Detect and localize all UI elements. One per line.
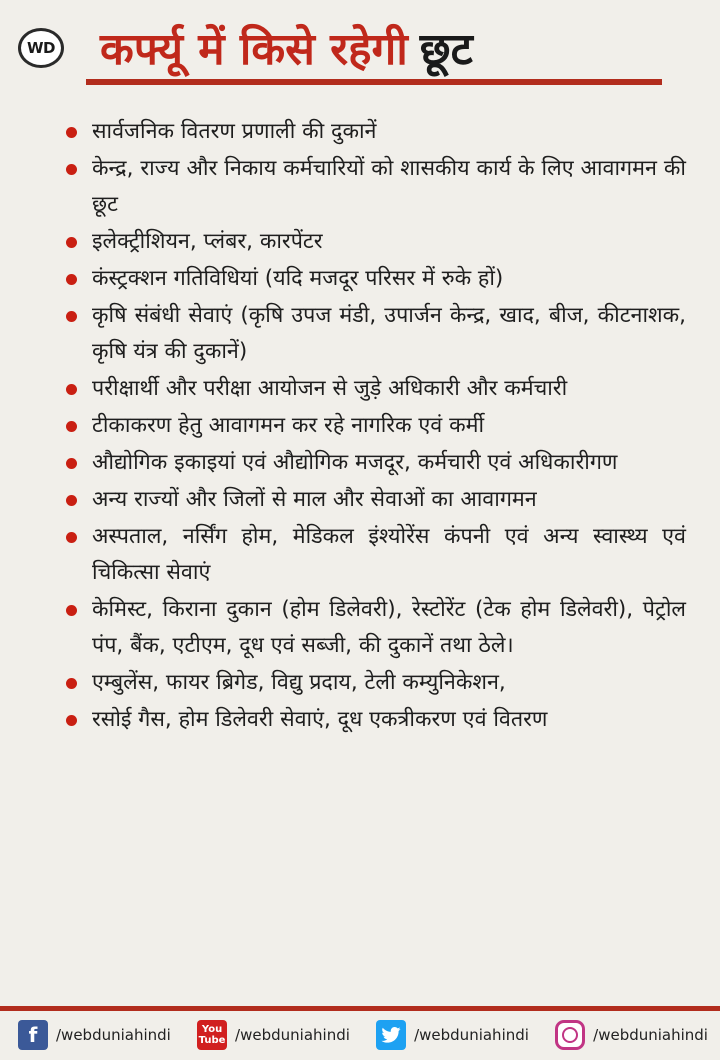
- twitter-bird-icon: [381, 1027, 401, 1043]
- bullet-icon: [66, 458, 77, 469]
- instagram-handle: /webduniahindi: [593, 1026, 708, 1044]
- bullet-icon: [66, 605, 77, 616]
- list-item: [66, 592, 686, 664]
- youtube-icon: [197, 1020, 227, 1050]
- list-item-text: एम्बुलेंस, फायर ब्रिगेड, विद्यु प्रदाय, टेली कम्युनिकेशन,: [92, 670, 506, 695]
- bullet-icon: [66, 715, 77, 726]
- list-item: [66, 151, 686, 223]
- list-item-text: रसोई गैस, होम डिलेवरी सेवाएं, दूध एकत्रीकरण एवं वितरण: [92, 707, 548, 732]
- youtube-glyph-bottom: Tube: [198, 1035, 226, 1046]
- list-item: [66, 519, 686, 591]
- bullet-icon: [66, 421, 77, 432]
- list-item: [66, 224, 686, 260]
- instagram-lens: [562, 1027, 578, 1043]
- bullet-icon: [66, 164, 77, 175]
- bullet-icon: [66, 274, 77, 285]
- footer-divider: [0, 1006, 720, 1011]
- list-item-text: केन्द्र, राज्य और निकाय कर्मचारियों को शासकीय कार्य के लिए आवागमन की छूट: [92, 156, 686, 217]
- list-item: [66, 298, 686, 370]
- list-item-text: कंस्ट्रक्शन गतिविधियां (यदि मजदूर परिसर में रुके हों): [92, 266, 504, 291]
- instagram-icon: [555, 1020, 585, 1050]
- social-instagram[interactable]: [555, 1020, 708, 1050]
- facebook-handle: /webduniahindi: [56, 1026, 171, 1044]
- list-item: [66, 261, 686, 297]
- bullet-icon: [66, 532, 77, 543]
- page-title: [100, 22, 660, 78]
- bullet-icon: [66, 311, 77, 322]
- facebook-glyph: f: [28, 1023, 38, 1047]
- facebook-icon: [18, 1020, 48, 1050]
- social-youtube[interactable]: [197, 1020, 350, 1050]
- list-item: [66, 371, 686, 407]
- list-item: [66, 665, 686, 701]
- list-item-text: कृषि संबंधी सेवाएं (कृषि उपज मंडी, उपार्जन केन्द्र, खाद, बीज, कीटनाशक, कृषि यंत्र की दुकानें): [92, 303, 686, 364]
- list-item-text: केमिस्ट, किराना दुकान (होम डिलेवरी), रेस्टोरेंट (टेक होम डिलेवरी), पेट्रोल पंप, बैंक, एटीएम, दूध एवं सब्जी, की दुकानें तथा ठेले।: [92, 597, 686, 658]
- bullet-icon: [66, 237, 77, 248]
- social-twitter[interactable]: [376, 1020, 529, 1050]
- list-item-text: सार्वजनिक वितरण प्रणाली की दुकानें: [92, 119, 377, 144]
- list-item: [66, 702, 686, 738]
- bullet-icon: [66, 495, 77, 506]
- exemption-list: [66, 114, 686, 739]
- twitter-icon: [376, 1020, 406, 1050]
- title-underline: [86, 79, 662, 85]
- list-item: [66, 114, 686, 150]
- logo-text: WD: [27, 39, 55, 57]
- list-item-text: अस्पताल, नर्सिंग होम, मेडिकल इंश्योरेंस कंपनी एवं अन्य स्वास्थ्य एवं चिकित्सा सेवाएं: [92, 524, 686, 585]
- list-item-text: परीक्षार्थी और परीक्षा आयोजन से जुड़े अधिकारी और कर्मचारी: [92, 376, 568, 401]
- social-facebook[interactable]: [18, 1020, 171, 1050]
- bullet-icon: [66, 127, 77, 138]
- bullet-icon: [66, 384, 77, 395]
- list-item-text: टीकाकरण हेतु आवागमन कर रहे नागरिक एवं कर्मी: [92, 413, 485, 438]
- list-item: [66, 482, 686, 518]
- bullet-icon: [66, 678, 77, 689]
- title-main: कर्फ्यू में किसे रहेगी: [100, 24, 408, 75]
- list-item-text: अन्य राज्यों और जिलों से माल और सेवाओं का आवागमन: [92, 487, 537, 512]
- list-item: [66, 408, 686, 444]
- webdunia-logo: [18, 28, 64, 68]
- social-footer: [18, 1018, 708, 1052]
- list-item-text: इलेक्ट्रीशियन, प्लंबर, कारपेंटर: [92, 229, 323, 254]
- title-accent: छूट: [419, 24, 473, 75]
- youtube-handle: /webduniahindi: [235, 1026, 350, 1044]
- twitter-handle: /webduniahindi: [414, 1026, 529, 1044]
- list-item: [66, 445, 686, 481]
- youtube-glyph-top: You: [201, 1024, 223, 1035]
- list-item-text: औद्योगिक इकाइयां एवं औद्योगिक मजदूर, कर्मचारी एवं अधिकारीगण: [92, 450, 618, 475]
